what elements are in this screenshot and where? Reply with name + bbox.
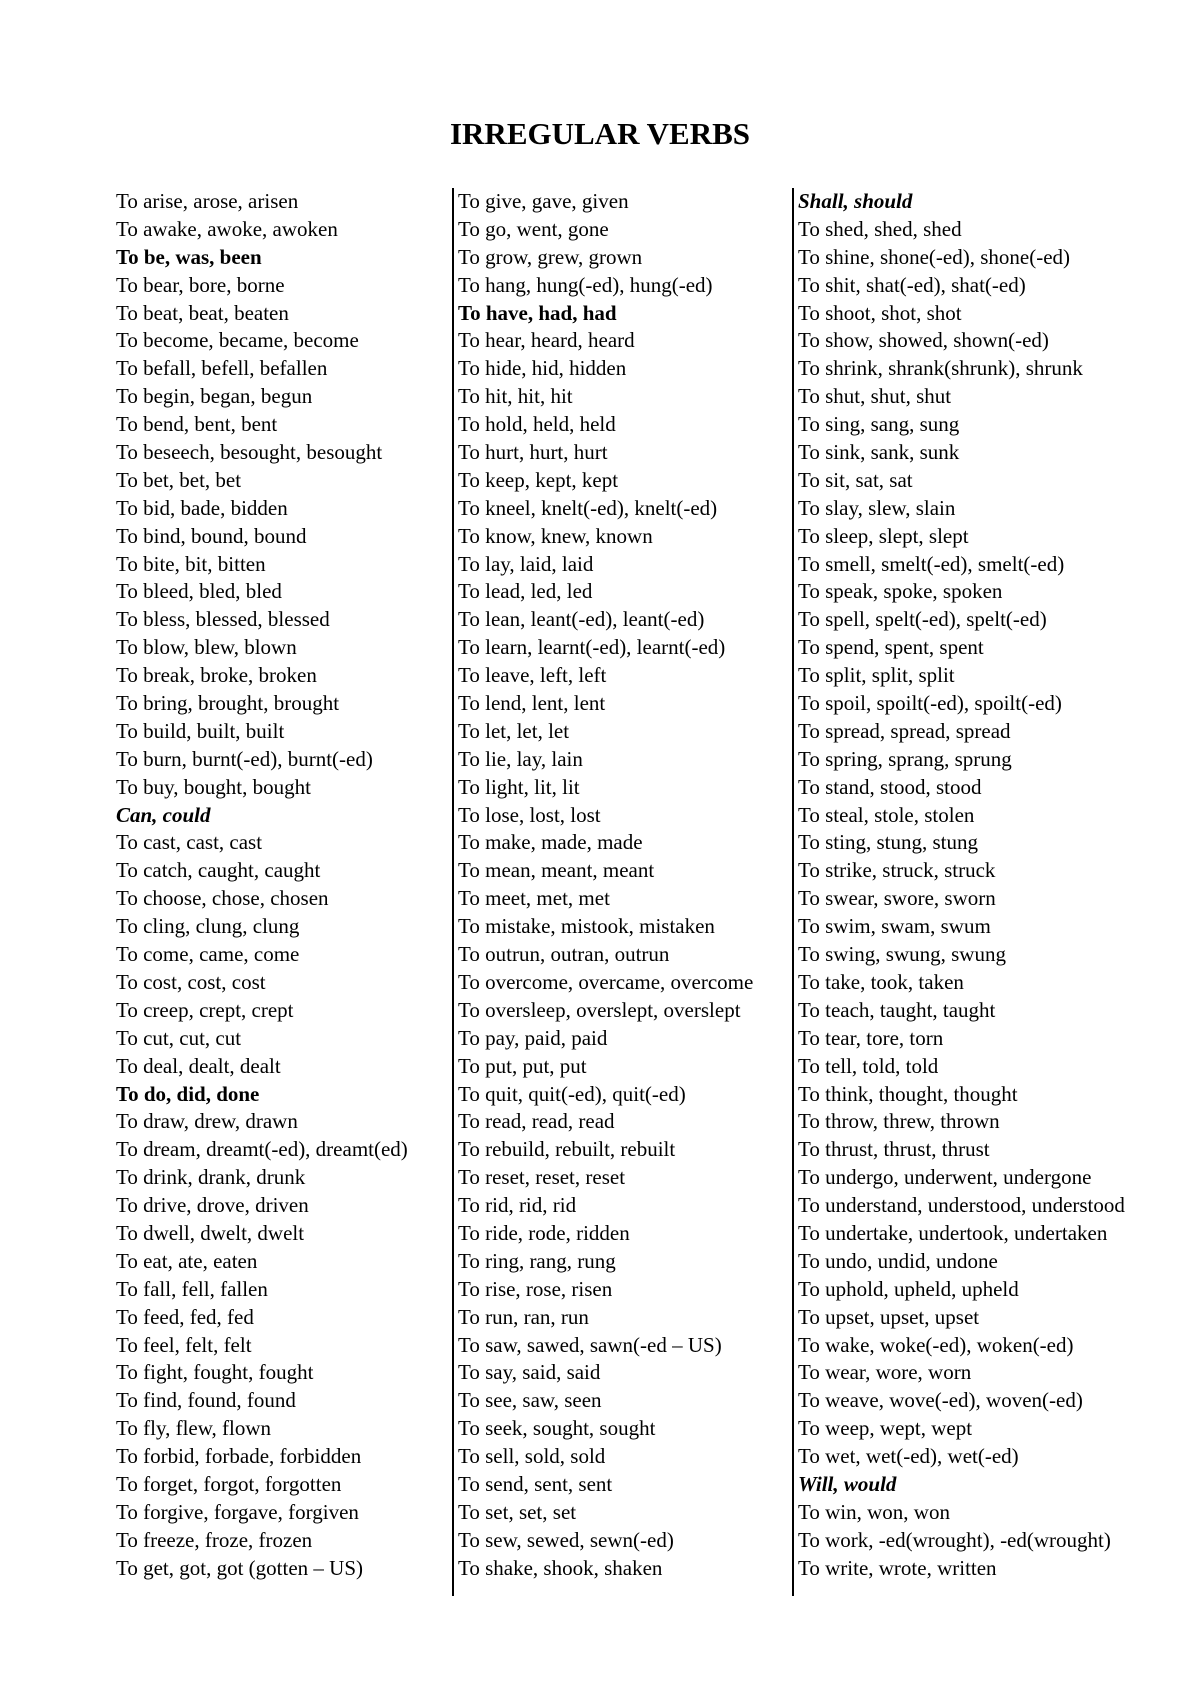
verb-entry: To shake, shook, shaken — [458, 1555, 663, 1580]
verb-entry: To mean, meant, meant — [458, 858, 655, 883]
verb-entry: To forgive, forgave, forgiven — [116, 1499, 359, 1524]
verb-entry: To bless, blessed, blessed — [116, 607, 330, 632]
verb-entry: To seek, sought, sought — [458, 1416, 656, 1441]
verb-entry: To sing, sang, sung — [798, 412, 960, 437]
verb-entry: To let, let, let — [458, 718, 570, 743]
verb-entry: To come, came, come — [116, 942, 300, 967]
verb-entry: To arise, arose, arisen — [116, 189, 299, 213]
verb-entry: To eat, ate, eaten — [116, 1248, 258, 1273]
verb-entry: To ride, rode, ridden — [458, 1220, 630, 1245]
verb-entry: To awake, awoke, awoken — [116, 216, 338, 241]
verb-entry: To undertake, undertook, undertaken — [798, 1220, 1108, 1245]
verb-entry: To weave, wove(-ed), woven(-ed) — [798, 1388, 1083, 1413]
verb-entry: To saw, sawed, sawn(-ed – US) — [458, 1332, 722, 1357]
verb-entry: To feel, felt, felt — [116, 1332, 252, 1357]
verb-entry: To think, thought, thought — [798, 1081, 1018, 1106]
verb-entry: To stand, stood, stood — [798, 774, 982, 799]
verb-entry: To fight, fought, fought — [116, 1360, 314, 1385]
verb-entry: To bind, bound, bound — [116, 523, 307, 548]
verb-entry: To buy, bought, bought — [116, 774, 311, 799]
verb-entry: To be, was, been — [116, 244, 262, 269]
verb-entry: To become, became, become — [116, 328, 359, 353]
verb-entry: To shit, shat(-ed), shat(-ed) — [798, 272, 1026, 297]
verb-entry: To work, -ed(wrought), -ed(wrought) — [798, 1527, 1111, 1552]
verb-entry: To leave, left, left — [458, 663, 607, 688]
verb-entry: To have, had, had — [458, 300, 617, 325]
verb-entry: To dwell, dwelt, dwelt — [116, 1220, 305, 1245]
verb-entry: To hang, hung(-ed), hung(-ed) — [458, 272, 713, 297]
verb-entry: To swim, swam, swum — [798, 914, 991, 939]
verb-entry: To lead, led, led — [458, 579, 593, 604]
verb-entry: To shrink, shrank(shrunk), shrunk — [798, 356, 1083, 381]
verb-entry: To split, split, split — [798, 663, 955, 688]
verb-entry: To uphold, upheld, upheld — [798, 1276, 1019, 1301]
verb-entry: To bite, bit, bitten — [116, 551, 266, 576]
verb-entry: To shine, shone(-ed), shone(-ed) — [798, 244, 1071, 269]
verb-entry: To sleep, slept, slept — [798, 523, 969, 548]
verb-entry: To spell, spelt(-ed), spelt(-ed) — [798, 607, 1047, 632]
verb-entry: To swing, swung, swung — [798, 942, 1006, 967]
verb-entry: To shoot, shot, shot — [798, 300, 962, 325]
verb-entry: To show, showed, shown(-ed) — [798, 328, 1049, 353]
verb-entry: To draw, drew, drawn — [116, 1109, 298, 1134]
verb-entry: To cut, cut, cut — [116, 1025, 242, 1050]
verb-entry: To undergo, underwent, undergone — [798, 1165, 1092, 1190]
verb-entry: To spoil, spoilt(-ed), spoilt(-ed) — [798, 691, 1062, 716]
verb-entry: To bend, bent, bent — [116, 412, 278, 437]
verb-entry: To spring, sprang, sprung — [798, 746, 1012, 771]
verb-entry: To wake, woke(-ed), woken(-ed) — [798, 1332, 1074, 1357]
verb-entry: To drink, drank, drunk — [116, 1165, 306, 1190]
verb-entry: To hold, held, held — [458, 412, 616, 437]
verb-entry: To outrun, outran, outrun — [458, 942, 670, 967]
modal-verb-entry: Will, would — [798, 1471, 897, 1496]
verb-entry: To choose, chose, chosen — [116, 886, 329, 911]
verb-entry: To swear, swore, sworn — [798, 886, 996, 911]
verb-entry: To see, saw, seen — [458, 1388, 602, 1413]
verb-column-2 — [452, 188, 798, 1596]
verb-entry: To read, read, read — [458, 1109, 615, 1134]
verb-entry: To lend, lent, lent — [458, 691, 606, 716]
verb-entry: To befall, befell, befallen — [116, 356, 328, 381]
verb-entry: To beseech, besought, besought — [116, 440, 383, 465]
verb-entry: To meet, met, met — [458, 886, 610, 911]
verb-entry: To forbid, forbade, forbidden — [116, 1444, 362, 1469]
verb-entry: To cling, clung, clung — [116, 914, 300, 939]
modal-verb-entry: Can, could — [116, 802, 211, 827]
verb-entry: To weep, wept, wept — [798, 1416, 973, 1441]
verb-entry: To quit, quit(-ed), quit(-ed) — [458, 1081, 686, 1106]
verb-entry: To know, knew, known — [458, 523, 653, 548]
verb-entry: To wear, wore, worn — [798, 1360, 972, 1385]
verb-entry: To freeze, froze, frozen — [116, 1527, 313, 1552]
verb-entry: To smell, smelt(-ed), smelt(-ed) — [798, 551, 1065, 576]
verb-entry: To lose, lost, lost — [458, 802, 601, 827]
verb-entry: To shed, shed, shed — [798, 216, 962, 241]
verb-entry: To get, got, got (gotten – US) — [116, 1555, 364, 1580]
verb-entry: To tell, told, told — [798, 1053, 939, 1078]
verb-entry: To pay, paid, paid — [458, 1025, 608, 1050]
verb-entry: To lean, leant(-ed), leant(-ed) — [458, 607, 705, 632]
verb-entry: To ring, rang, rung — [458, 1248, 616, 1273]
verb-column-1 — [116, 188, 446, 1596]
verb-entry: To rid, rid, rid — [458, 1193, 577, 1218]
verb-entry: To send, sent, sent — [458, 1471, 613, 1496]
verb-entry: To build, built, built — [116, 718, 285, 743]
verb-entry: To teach, taught, taught — [798, 997, 996, 1022]
modal-verb-entry: Shall, should — [798, 189, 913, 213]
verb-entry: To feed, fed, fed — [116, 1304, 254, 1329]
verb-entry: To beat, beat, beaten — [116, 300, 289, 325]
verb-entry: To learn, learnt(-ed), learnt(-ed) — [458, 635, 726, 660]
verb-entry: To take, took, taken — [798, 969, 964, 994]
verb-entry: To win, won, won — [798, 1499, 950, 1524]
verb-entry: To find, found, found — [116, 1388, 296, 1413]
verb-entry: To spread, spread, spread — [798, 718, 1011, 743]
verb-entry: To put, put, put — [458, 1053, 587, 1078]
verb-entry: To shut, shut, shut — [798, 384, 952, 409]
verb-entry: To speak, spoke, spoken — [798, 579, 1003, 604]
verb-entry: To break, broke, broken — [116, 663, 317, 688]
verb-entry: To bear, bore, borne — [116, 272, 285, 297]
verb-entry: To undo, undid, undone — [798, 1248, 998, 1273]
verb-entry: To bring, brought, brought — [116, 691, 340, 716]
verb-entry: To cost, cost, cost — [116, 969, 266, 994]
verb-entry: To steal, stole, stolen — [798, 802, 975, 827]
verb-entry: To wet, wet(-ed), wet(-ed) — [798, 1444, 1019, 1469]
verb-entry: To fly, flew, flown — [116, 1416, 272, 1441]
verb-entry: To bleed, bled, bled — [116, 579, 282, 604]
verb-entry: To cast, cast, cast — [116, 830, 263, 855]
verb-entry: To give, gave, given — [458, 189, 629, 213]
verb-entry: To hear, heard, heard — [458, 328, 635, 353]
verb-entry: To do, did, done — [116, 1081, 260, 1106]
verb-entry: To bet, bet, bet — [116, 467, 242, 492]
verb-column-3 — [792, 188, 1143, 1596]
verb-entry: To sell, sold, sold — [458, 1444, 606, 1469]
verb-entry: To rebuild, rebuilt, rebuilt — [458, 1137, 676, 1162]
verb-entry: To set, set, set — [458, 1499, 577, 1524]
verb-entry: To slay, slew, slain — [798, 495, 956, 520]
verb-entry: To write, wrote, written — [798, 1555, 997, 1580]
verb-entry: To reset, reset, reset — [458, 1165, 626, 1190]
verb-entry: To say, said, said — [458, 1360, 601, 1385]
verb-entry: To upset, upset, upset — [798, 1304, 980, 1329]
verb-entry: To keep, kept, kept — [458, 467, 619, 492]
verb-entry: To grow, grew, grown — [458, 244, 643, 269]
verb-entry: To sink, sank, sunk — [798, 440, 960, 465]
verb-entry: To rise, rose, risen — [458, 1276, 613, 1301]
verb-entry: To hit, hit, hit — [458, 384, 573, 409]
verb-entry: To deal, dealt, dealt — [116, 1053, 281, 1078]
verb-entry: To kneel, knelt(-ed), knelt(-ed) — [458, 495, 718, 520]
verb-entry: To burn, burnt(-ed), burnt(-ed) — [116, 746, 373, 771]
verb-entry: To drive, drove, driven — [116, 1193, 309, 1218]
verb-entry: To hurt, hurt, hurt — [458, 440, 608, 465]
verb-entry: To sew, sewed, sewn(-ed) — [458, 1527, 674, 1552]
verb-entry: To sit, sat, sat — [798, 467, 913, 492]
verb-entry: To strike, struck, struck — [798, 858, 996, 883]
verb-entry: To forget, forgot, forgotten — [116, 1471, 342, 1496]
verb-entry: To make, made, made — [458, 830, 643, 855]
verb-entry: To understand, understood, understood — [798, 1193, 1125, 1218]
verb-entry: To oversleep, overslept, overslept — [458, 997, 741, 1022]
verb-entry: To hide, hid, hidden — [458, 356, 627, 381]
verb-entry: To spend, spent, spent — [798, 635, 984, 660]
verb-entry: To creep, crept, crept — [116, 997, 294, 1022]
page-title: IRREGULAR VERBS — [449, 116, 751, 151]
verb-entry: To blow, blew, blown — [116, 635, 297, 660]
verb-entry: To sting, stung, stung — [798, 830, 978, 855]
verb-entry: To begin, began, begun — [116, 384, 313, 409]
verb-entry: To dream, dreamt(-ed), dreamt(ed) — [116, 1137, 408, 1162]
verb-entry: To go, went, gone — [458, 216, 609, 241]
verb-entry: To light, lit, lit — [458, 774, 580, 799]
verb-entry: To tear, tore, torn — [798, 1025, 944, 1050]
verb-entry: To thrust, thrust, thrust — [798, 1137, 990, 1162]
verb-entry: To throw, threw, thrown — [798, 1109, 1000, 1134]
verb-entry: To overcome, overcame, overcome — [458, 969, 754, 994]
verb-entry: To bid, bade, bidden — [116, 495, 288, 520]
verb-entry: To fall, fell, fallen — [116, 1276, 268, 1301]
verb-entry: To mistake, mistook, mistaken — [458, 914, 715, 939]
verb-entry: To lie, lay, lain — [458, 746, 583, 771]
verb-entry: To run, ran, run — [458, 1304, 589, 1329]
verb-entry: To catch, caught, caught — [116, 858, 321, 883]
verb-entry: To lay, laid, laid — [458, 551, 594, 576]
